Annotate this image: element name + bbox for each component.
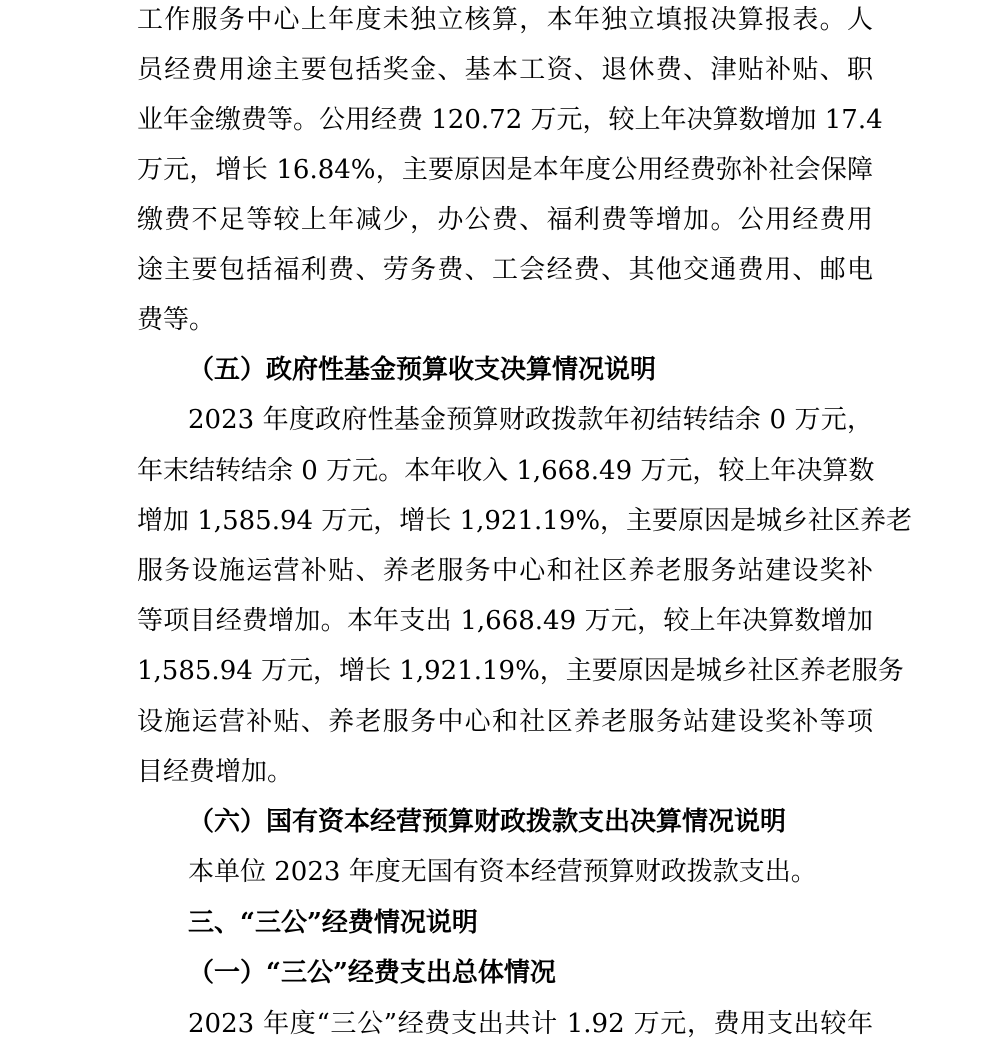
- paragraph-line: 等项目经费增加。本年支出 1,668.49 万元，较上年决算数增加: [137, 606, 873, 636]
- paragraph-line: 工作服务中心上年度未独立核算，本年独立填报决算报表。人: [137, 5, 873, 35]
- paragraph-line: 服务设施运营补贴、养老服务中心和社区养老服务站建设奖补: [137, 556, 873, 586]
- paragraph-line: 缴费不足等较上年减少，办公费、福利费等增加。公用经费用: [137, 205, 873, 235]
- paragraph-line: 2023 年度“三公”经费支出共计 1.92 万元，费用支出较年: [188, 1009, 873, 1039]
- subsection-heading-1: （一）“三公”经费支出总体情况: [188, 958, 556, 988]
- paragraph-line: 设施运营补贴、养老服务中心和社区养老服务站建设奖补等项: [137, 707, 873, 737]
- paragraph-line: 年末结转结余 0 万元。本年收入 1,668.49 万元，较上年决算数: [137, 456, 875, 486]
- section-heading-6: （六）国有资本经营预算财政拨款支出决算情况说明: [188, 807, 787, 837]
- paragraph-line: 增加 1,585.94 万元，增长 1,921.19%，主要原因是城乡社区养老: [137, 506, 913, 536]
- section-heading-5: （五）政府性基金预算收支决算情况说明: [188, 355, 657, 385]
- paragraph-line: 目经费增加。: [137, 757, 294, 787]
- paragraph-line: 2023 年度政府性基金预算财政拨款年初结转结余 0 万元，: [188, 405, 873, 435]
- section-heading-3: 三、“三公”经费情况说明: [188, 908, 478, 938]
- paragraph-line: 费等。: [137, 305, 216, 335]
- paragraph-line: 本单位 2023 年度无国有资本经营预算财政拨款支出。: [188, 857, 817, 887]
- paragraph-line: 1,585.94 万元，增长 1,921.19%，主要原因是城乡社区养老服务: [137, 656, 904, 686]
- paragraph-line: 员经费用途主要包括奖金、基本工资、退休费、津贴补贴、职: [137, 55, 873, 85]
- paragraph-line: 万元，增长 16.84%，主要原因是本年度公用经费弥补社会保障: [137, 155, 873, 185]
- paragraph-line: 途主要包括福利费、劳务费、工会经费、其他交通费用、邮电: [137, 255, 873, 285]
- paragraph-line: 业年金缴费等。公用经费 120.72 万元，较上年决算数增加 17.4: [137, 105, 883, 135]
